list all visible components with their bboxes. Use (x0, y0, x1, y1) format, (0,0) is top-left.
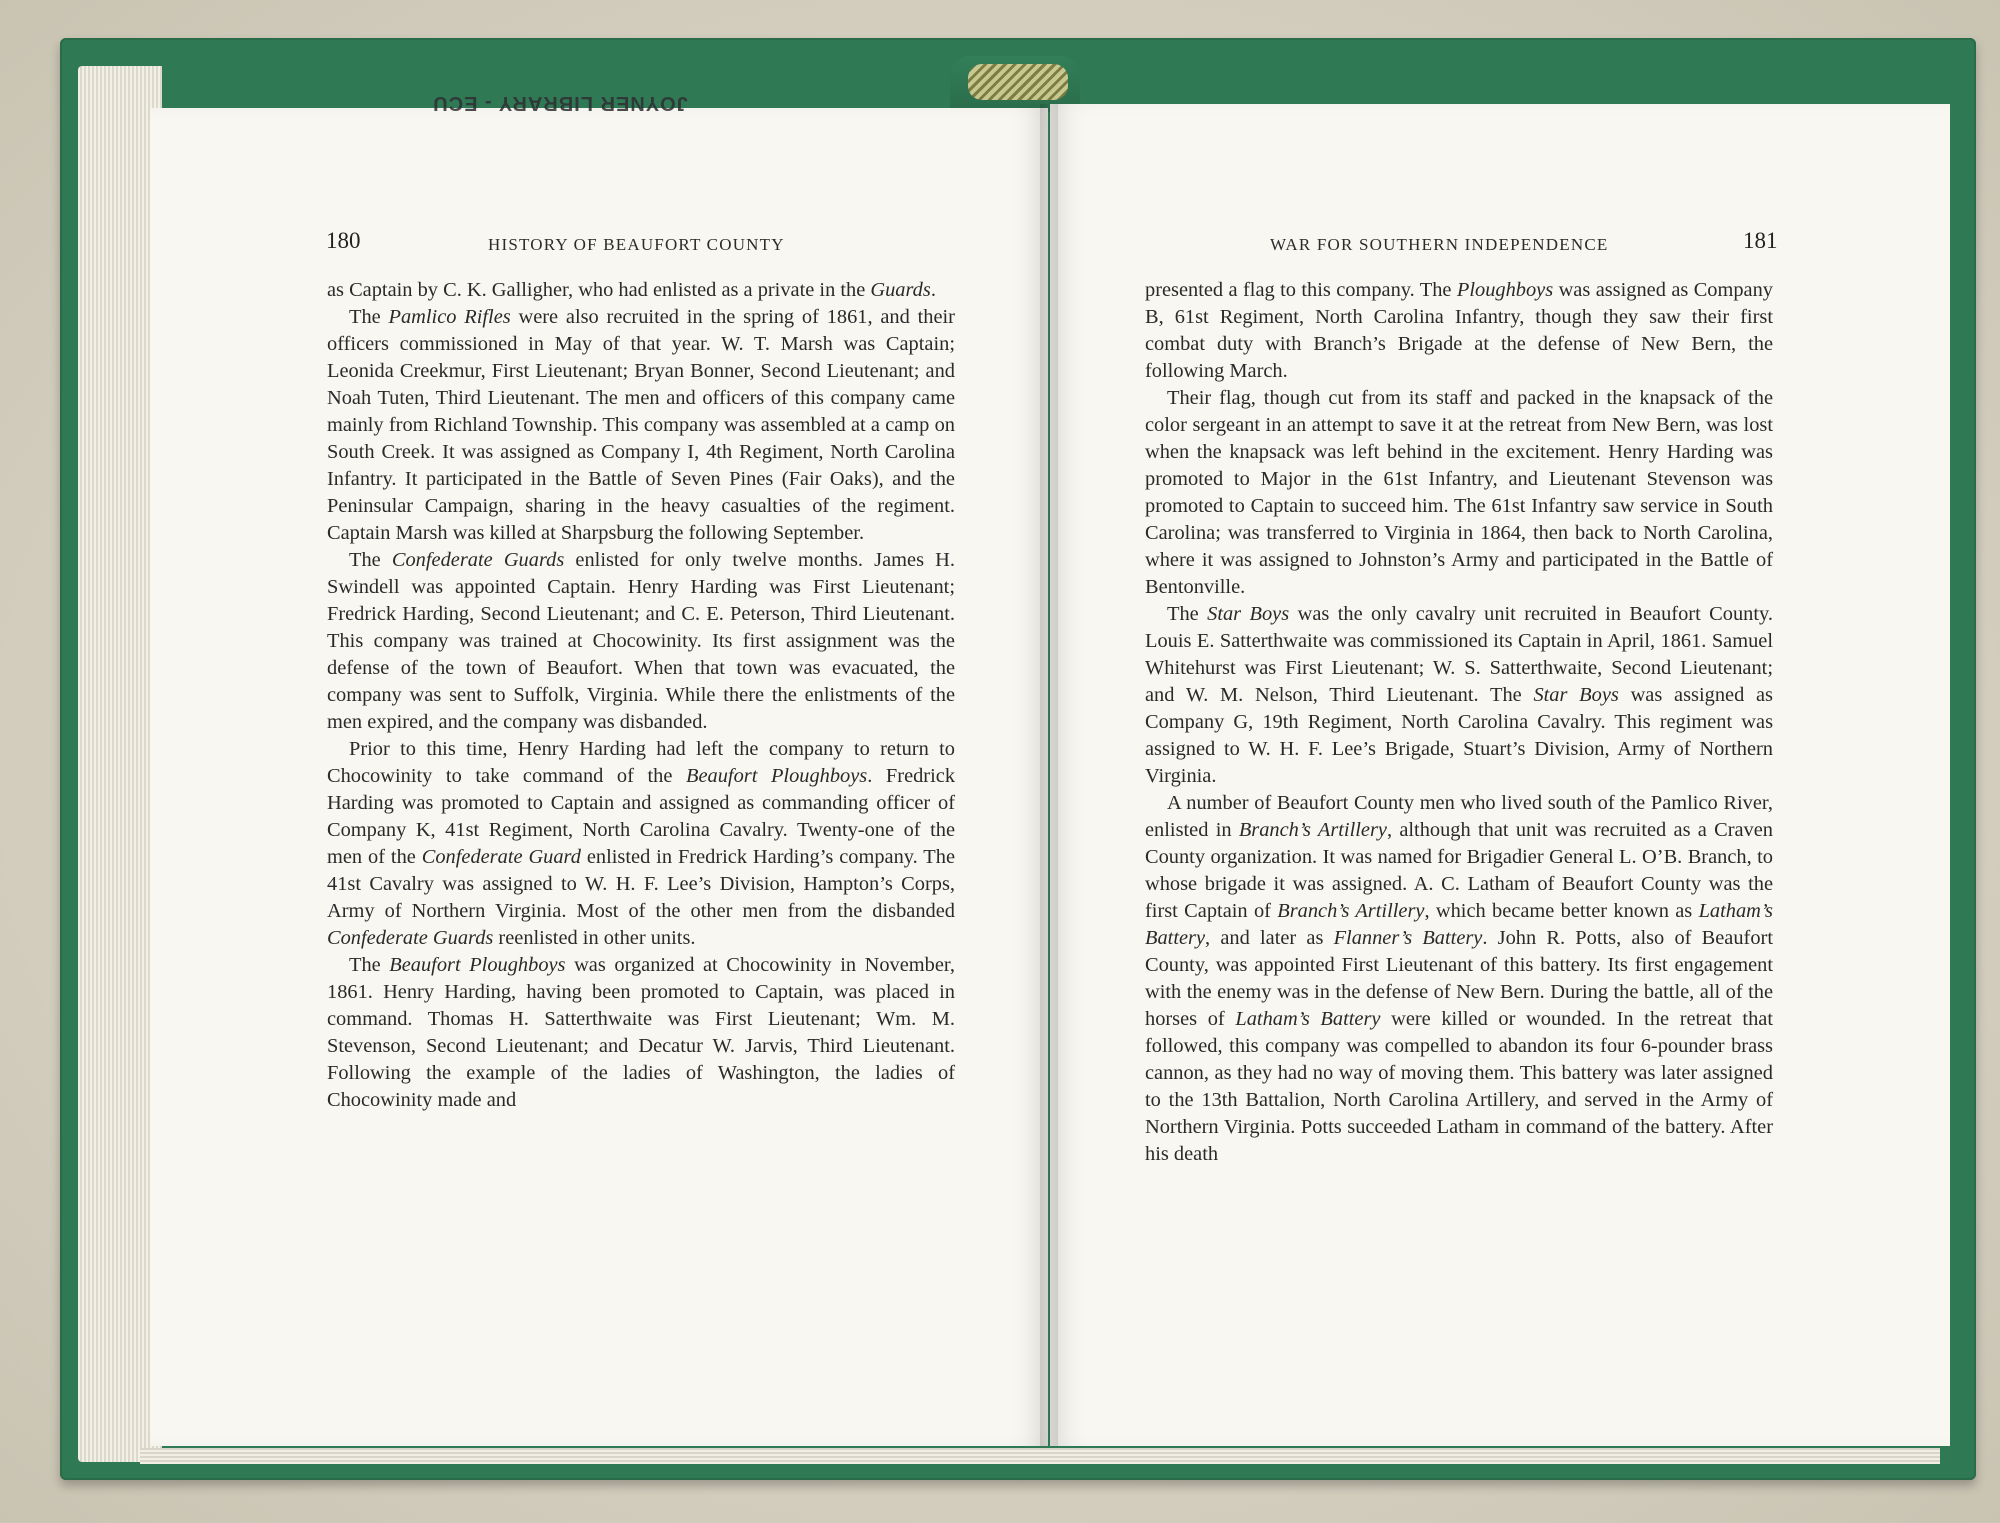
italic-text: Star Boys (1207, 603, 1290, 625)
text-segment: The (349, 954, 390, 976)
italic-text: Star Boys (1533, 684, 1619, 706)
text-segment: as Captain by C. K. Galligher, who had enlisted as a private in the (327, 279, 871, 301)
text-segment: The (1167, 603, 1208, 625)
paragraph (327, 547, 955, 736)
italic-text: Latham’s Battery (1235, 1008, 1381, 1030)
text-segment: enlisted in Fredrick Harding’s company. The 41st Cavalry was assigned to W. H. F. Lee’s Division, Hampton’s Corps, Army of Northern Virginia. Most of the other men from the disbanded (327, 846, 956, 922)
right-running-head: WAR FOR SOUTHERN INDEPENDENCE (1270, 235, 1609, 254)
italic-text: Latham’s Battery (1145, 900, 1773, 949)
text-segment: was organized at Chocowinity in November, 1861. Henry Harding, having been promoted to Captain, was placed in command. Thomas H. Satterthwaite was First Lieutenant; Wm. M. Stevenson, Second Lieutenant; and Decatur W. Jarvis, Third Lieutenant. Following the example of the ladies of Washington, the ladies of Chocowinity made and (327, 954, 955, 1111)
italic-text: Ploughboys (1456, 279, 1554, 301)
italic-text: Beaufort Ploughboys (389, 954, 566, 976)
text-segment: Prior to this time, Henry Harding had left the company to return to Chocowinity to take command of the (327, 738, 955, 787)
text-segment: The (349, 549, 392, 571)
left-running-head: HISTORY OF BEAUFORT COUNTY (488, 235, 785, 254)
text-segment: was the only cavalry unit recruited in Beaufort County. Louis E. Satterthwaite was commissioned its Captain in April, 1861. Samuel Whitehurst was First Lieutenant; W. S. Satterthwaite, Second Lieutenant; and W. M. Nelson, Third Lieutenant. The (1145, 603, 1773, 706)
page-edges-bottom (140, 1448, 1940, 1464)
paragraph (1145, 790, 1773, 1168)
text-segment: presented a flag to this company. The (1145, 279, 1457, 301)
italic-text: Confederate Guards (391, 549, 565, 571)
italic-text: Flanner’s Battery (1333, 927, 1483, 949)
italic-text: Pamlico Rifles (388, 306, 511, 328)
text-segment: reenlisted in other units. (493, 927, 696, 949)
text-segment: . John R. Potts, also of Beaufort County, was appointed First Lieutenant of this battery. Its first engagement with the enemy was in the defense of New Bern. During the battle, all of the horses of (1145, 927, 1773, 1030)
left-page-number: 180 (326, 228, 361, 253)
text-segment: enlisted for only twelve months. James H. Swindell was appointed Captain. Henry Harding was First Lieutenant; Fredrick Harding, Second Lieutenant; and C. E. Peterson, Third Lieutenant. This company was trained at Chocowinity. Its first assignment was the defense of the town of Beaufort. When that town was evacuated, the company was sent to Suffolk, Virginia. While there the enlistments of the men expired, and the company was disbanded. (327, 549, 955, 733)
text-segment: . Fredrick Harding was promoted to Captain and assigned as commanding officer of Company K, 41st Regiment, North Carolina Cavalry. Twenty-one of the men of the (327, 765, 956, 868)
text-segment: The (349, 306, 389, 328)
headband (968, 64, 1068, 100)
text-segment: , which became better known as (1424, 900, 1699, 922)
text-segment: A number of Beaufort County men who lived south of the Pamlico River, enlisted in (1145, 792, 1773, 841)
italic-text: Beaufort Ploughboys (686, 765, 868, 787)
text-segment: was assigned as Company B, 61st Regiment, North Carolina Infantry, though they saw their first combat duty with Branch’s Brigade at the defense of New Bern, the following March. (1145, 279, 1774, 382)
text-segment: , and later as (1205, 927, 1334, 949)
gutter-shadow (1040, 104, 1058, 1446)
text-segment: was assigned as Company G, 19th Regiment, North Carolina Cavalry. This regiment was assigned to W. H. F. Lee’s Brigade, Stuart’s Division, Army of Northern Virginia. (1145, 684, 1773, 787)
text-segment: were killed or wounded. In the retreat that followed, this company was compelled to abandon its four 6-pounder brass cannon, as they had no way of moving them. This battery was later assigned to the 13th Battalion, North Carolina Artillery, and served in the Army of Northern Virginia. Potts succeeded Latham in command of the battery. After his death (1145, 1008, 1773, 1165)
paragraph (327, 952, 955, 1114)
left-body-text (327, 277, 955, 1114)
paragraph (327, 304, 955, 547)
paragraph (1145, 601, 1773, 790)
right-body-text (1145, 277, 1773, 1168)
text-segment: . (930, 279, 936, 301)
italic-text: Guards (870, 279, 931, 301)
paragraph (327, 277, 955, 304)
library-stamp: JOYNER LIBRARY - ECU (432, 92, 688, 114)
text-segment: , although that unit was recruited as a Craven County organization. It was named for Brigadier General L. O’B. Branch, to whose brigade it was assigned. A. C. Latham of Beaufort County was the first Captain of (1145, 819, 1773, 922)
italic-text: Confederate Guards (327, 927, 494, 949)
text-segment: were also recruited in the spring of 1861, and their officers commissioned in May of that year. W. T. Marsh was Captain; Leonida Creekmur, First Lieutenant; Bryan Bonner, Second Lieutenant; and Noah Tuten, Third Lieutenant. The men and officers of this company came mainly from Richland Township. This company was assembled at a camp on South Creek. It was assigned as Company I, 4th Regiment, North Carolina Infantry. It participated in the Battle of Seven Pines (Fair Oaks), and the Peninsular Campaign, sharing in the heavy casualties of the regiment. Captain Marsh was killed at Sharpsburg the following September. (327, 306, 955, 544)
paragraph (1145, 277, 1773, 385)
paragraph (1145, 385, 1773, 601)
italic-text: Branch’s Artillery (1277, 900, 1425, 922)
right-page-number: 181 (1743, 228, 1778, 253)
paragraph (327, 736, 955, 952)
text-segment: Their flag, though cut from its staff and packed in the knapsack of the color sergeant in an attempt to save it at the retreat from New Bern, was lost when the knapsack was left behind in the excitement. Henry Harding was promoted to Major in the 61st Infantry, and Lieutenant Stevenson was promoted to Captain to succeed him. The 61st Infantry saw service in South Carolina; was transferred to Virginia in 1864, then back to North Carolina, where it was assigned to Johnston’s Army and participated in the Battle of Bentonville. (1145, 387, 1773, 598)
italic-text: Branch’s Artillery (1238, 819, 1387, 841)
italic-text: Confederate Guard (421, 846, 581, 868)
